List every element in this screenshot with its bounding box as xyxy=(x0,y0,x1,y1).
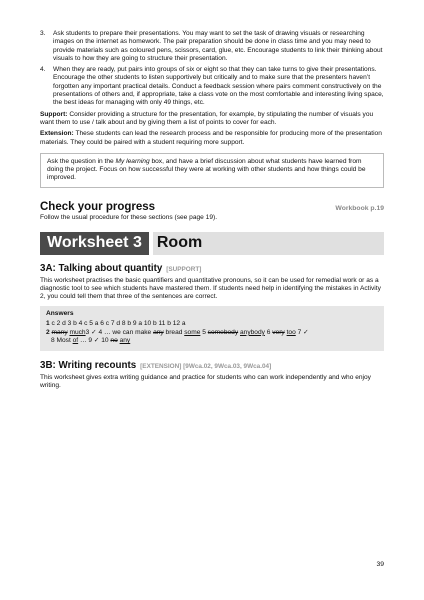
page-number: 39 xyxy=(376,561,384,568)
worksheet-banner xyxy=(40,232,384,255)
progress-text: Follow the usual procedure for these sections (see page 19). xyxy=(40,213,218,221)
support-text: Consider providing a structure for the presentation, for example, by stipulating the number of visuals you want them to use / talk about and by giving them a list of points to cover for each. xyxy=(40,110,374,126)
corrected-word: too xyxy=(286,328,296,336)
answers-line-1 xyxy=(46,320,378,329)
answers-text: 7 ✓ xyxy=(295,328,309,336)
list-item xyxy=(40,66,384,107)
page-content xyxy=(40,30,384,394)
answers-line-2 xyxy=(46,329,378,338)
support-paragraph xyxy=(40,111,384,128)
answers-title: Answers xyxy=(46,309,74,317)
answers-text: 3 ✓ 4 … we can make xyxy=(85,328,154,336)
section-3b-text: This worksheet gives extra writing guidance and practice for students who can work independently and who enjoy writing. xyxy=(40,374,371,390)
answers-box xyxy=(40,306,384,351)
answers-line-3 xyxy=(46,337,378,346)
worksheet-label: Worksheet 3 xyxy=(40,232,149,255)
procedure-list xyxy=(40,30,384,108)
section-3b-tag: [EXTENSION] [9Wca.02, 9Wca.03, 9Wca.04] xyxy=(140,363,272,371)
progress-title: Check your progress xyxy=(40,200,156,213)
section-3a-tag: [SUPPORT] xyxy=(166,265,202,273)
struck-word: very xyxy=(272,328,285,336)
extension-paragraph xyxy=(40,130,384,147)
list-text: Ask students to prepare their presentations. You may want to set the task of drawing visuals or researching images on the internet as homework. The pair preparation should be done in class time and you may need to provide materials such as coloured pens, scissors, card, glue, etc. Encourage students to link their thinking about visuals to how they are going to structure their presentation. xyxy=(53,30,383,62)
corrected-word: any xyxy=(119,337,131,345)
worksheet-title: Room xyxy=(156,234,203,252)
section-3b-heading xyxy=(40,360,384,371)
section-3a-text: This worksheet practises the basic quantifiers and quantitative pronouns, so it can be used for remedial work or as a diagnostic tool to see which students have mastered them. If students need help in identifying the mistakes in Activity 2, you could tell them that three of the sentences are correct. xyxy=(40,276,381,301)
corrected-word: much xyxy=(69,328,86,336)
section-3b-title: 3B: Writing recounts xyxy=(40,360,137,372)
answers-text: 5 xyxy=(200,328,208,336)
answers-text: 8 Most xyxy=(51,337,73,345)
answers-line-2-num: 2 xyxy=(46,328,52,336)
struck-word: no xyxy=(110,337,118,345)
corrected-word: of xyxy=(72,337,79,345)
corrected-word: anybody xyxy=(239,328,265,336)
answers-line-1-num: 1 xyxy=(46,320,50,328)
answers-line-1-text: c 2 d 3 b 4 c 5 a 6 c 7 d 8 b 9 a 10 b 11 b 12 a xyxy=(49,320,186,328)
reflection-note-box xyxy=(40,153,384,188)
struck-word: many xyxy=(51,328,68,336)
list-number: 3. xyxy=(40,30,46,37)
note-italic: My learning xyxy=(115,157,150,165)
list-text: When they are ready, put pairs into groups of six or eight so that they can take turns to give their presentations. Encourage the other students to listen supportively but critically and to make sure that the presenters haven’t forgotten any important practical details. Conduct a feedback session where pairs comment constructively on the presentations of others and, if appropriate, take a class vote on the most comfortable and interesting living space, the best ideas for managing with only 49 things, etc. xyxy=(53,66,384,107)
note-text-pre: Ask the question in the xyxy=(47,157,116,165)
extension-text: These students can lead the research process and be responsible for producing more of the presentation materials. They could be paired with a student requiring more support. xyxy=(40,130,382,146)
note-text-post: box, and have a brief discussion about what students have learned from doing the project. Focus on how successful they were at working with other students and how things could be improved. xyxy=(47,157,366,182)
progress-header xyxy=(40,201,384,213)
list-number: 4. xyxy=(40,66,46,74)
answers-text: 6 xyxy=(264,328,273,336)
workbook-reference: Workbook p.19 xyxy=(335,204,384,212)
struck-word: any xyxy=(153,328,164,336)
answers-text: … 9 ✓ 10 xyxy=(78,337,111,345)
section-3a-heading xyxy=(40,263,384,274)
corrected-word: some xyxy=(184,328,201,336)
section-3a-title: 3A: Talking about quantity xyxy=(40,262,163,274)
support-label: Support: xyxy=(40,110,68,118)
list-item xyxy=(40,30,384,63)
extension-label: Extension: xyxy=(40,130,74,138)
struck-word: somebody xyxy=(207,328,239,336)
answers-text: bread xyxy=(163,328,185,336)
